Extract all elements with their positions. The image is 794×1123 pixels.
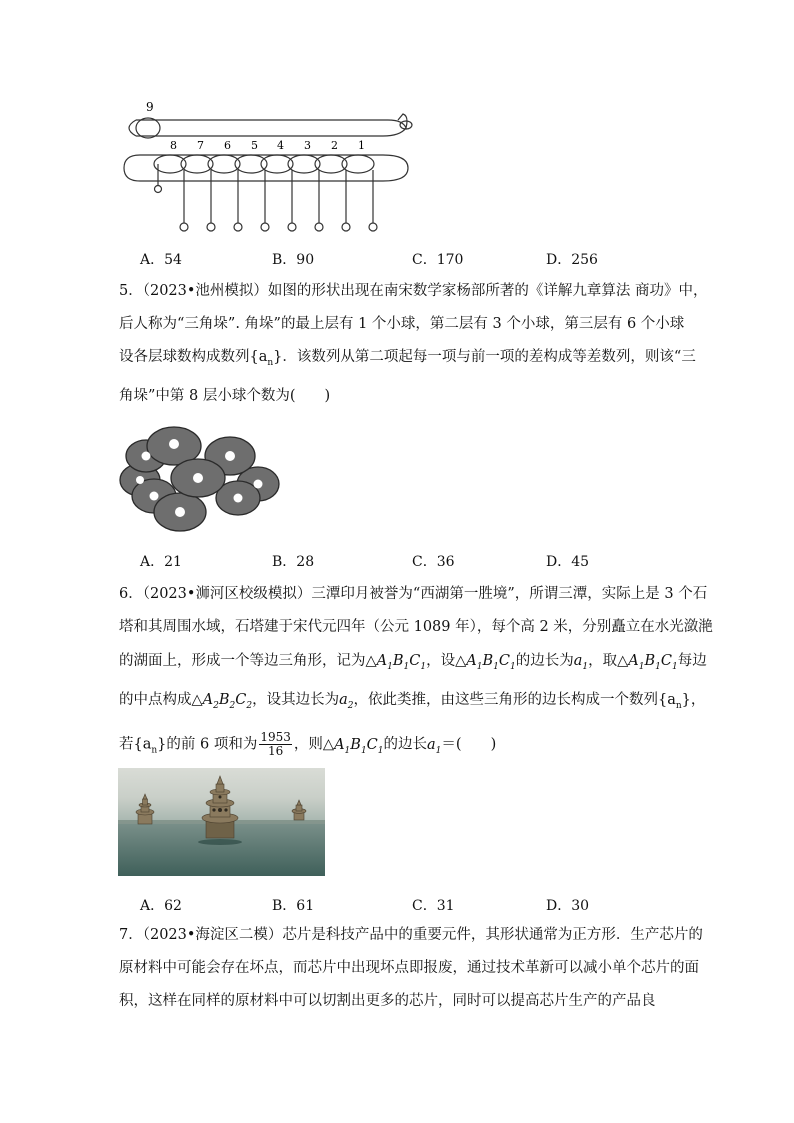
q5-line-1: 5．（2023•池州模拟）如图的形状出现在南宋数学家杨部所著的《详解九章算法 商功》中， — [119, 283, 708, 299]
nine-rings-figure — [118, 98, 418, 238]
q6-line-5c: ，则△ — [293, 736, 335, 753]
sub: 1 — [360, 745, 367, 756]
tri-b: B — [218, 692, 230, 708]
q4-option-c: C．170 — [412, 252, 464, 268]
sub: 1 — [509, 661, 516, 672]
q5-seq-end: } — [273, 349, 283, 365]
seq: {a — [658, 692, 676, 708]
rings — [154, 155, 377, 231]
q7-line-3: 积，这样在同样的原材料中可以切割出更多的芯片，同时可以提高芯片生产的产品良 — [119, 993, 656, 1009]
q5-line-3a: 设各层球数构成数列 — [119, 349, 250, 365]
q5-line-3 — [119, 347, 696, 373]
ring-label: 6 — [224, 139, 231, 152]
q6-line-4 — [119, 690, 705, 716]
q4-option-a: A．54 — [140, 252, 182, 268]
ring-labels — [170, 139, 365, 152]
a: a — [427, 736, 436, 753]
a: a — [339, 692, 348, 708]
q6-line-5b: 的前 6 项和为 — [166, 736, 258, 753]
tri-c: C — [409, 653, 421, 669]
frac-num: 1953 — [260, 730, 291, 744]
q5-line-3b: ．该数列从第二项起每一项与前一项的差构成等差数列，则该“三 — [282, 349, 696, 365]
q4-option-b: B．90 — [272, 252, 315, 268]
q6-option-b: B．61 — [272, 898, 315, 914]
sub: 1 — [493, 661, 499, 672]
q6-line-4a: 的中点构成△ — [119, 692, 203, 708]
tri-b: B — [644, 653, 656, 669]
ring-label: 8 — [170, 139, 177, 152]
q5-option-d: D．45 — [546, 554, 590, 570]
ring-label-9: 9 — [146, 100, 154, 114]
q5-seq-sub: n — [267, 357, 274, 368]
ring-label: 2 — [331, 139, 338, 152]
sub: 2 — [246, 700, 253, 711]
tri-c: C — [366, 736, 378, 753]
tri-b: B — [350, 736, 361, 753]
sub: 1 — [671, 661, 678, 672]
q6-line-5 — [119, 731, 496, 760]
ring-label: 5 — [251, 139, 258, 152]
tri-a: A — [202, 692, 214, 708]
q5-line-4: 角垛”中第 8 层小球个数为( ) — [119, 388, 331, 404]
frac-den: 16 — [267, 744, 284, 758]
q5-option-a: A．21 — [140, 554, 182, 570]
fraction — [259, 731, 292, 758]
sub: 2 — [229, 700, 236, 711]
sub: 2 — [213, 700, 219, 711]
q5-option-b: B．28 — [272, 554, 315, 570]
q6-line-1: 6．（2023•浉河区校级模拟）三潭印月被誉为“西湖第一胜境”，所谓三潭，实际上是 3 个石 — [119, 586, 708, 602]
seq-end: } — [157, 736, 167, 753]
sub: 1 — [344, 745, 351, 756]
q5-line-2: 后人称为“三角垛”. 角垛”的最上层有 1 个小球，第二层有 3 个小球，第三层有 6 个小球 — [119, 316, 685, 332]
sub: 1 — [435, 745, 442, 756]
tri-a: A — [466, 653, 477, 669]
q6-line-5e: ＝( ) — [441, 736, 497, 753]
q6-line-3a: 的湖面上，形成一个等边三角形，记为△ — [119, 653, 377, 669]
sub: 2 — [347, 700, 354, 711]
sub: n — [151, 745, 158, 756]
q7-line-2: 原材料中可能会存在坏点，而芯片中出现坏点即报废，通过技术革新可以减小单个芯片的面 — [119, 960, 699, 976]
sub: 1 — [655, 661, 661, 672]
tri-c: C — [235, 692, 247, 708]
q6-line-3e: 每边 — [677, 653, 707, 669]
q6-line-3 — [119, 651, 707, 677]
sub: 1 — [582, 661, 589, 672]
sub: 1 — [403, 661, 410, 672]
sub: 1 — [420, 661, 427, 672]
tri-b: B — [482, 653, 494, 669]
q5-option-c: C．36 — [412, 554, 455, 570]
ring-label: 4 — [277, 139, 284, 152]
sub: n — [675, 700, 682, 711]
ring-label: 3 — [304, 139, 311, 152]
q6-line-2: 塔和其周围水域，石塔建于宋代元四年（公元 1089 年），每个高 2 米，分别矗立在水光潋滟 — [119, 619, 713, 635]
tri-b: B — [392, 653, 404, 669]
ring-label: 1 — [358, 139, 365, 152]
sub: 1 — [638, 661, 645, 672]
q4-option-d: D．256 — [546, 252, 598, 268]
tri-a: A — [376, 653, 388, 669]
tri-c: C — [498, 653, 510, 669]
a: a — [573, 653, 583, 669]
seq: {a — [133, 736, 152, 753]
q5-seq: {a — [249, 349, 268, 365]
q6-option-a: A．62 — [140, 898, 182, 914]
tri-c: C — [660, 653, 672, 669]
q7-line-1: 7．（2023•海淀区二模）芯片是科技产品中的重要元件，其形状通常为正方形．生产芯片的 — [119, 927, 703, 943]
tri-a: A — [628, 653, 639, 669]
sub: 1 — [476, 661, 483, 672]
seq-end: } — [681, 692, 691, 708]
q6-line-5d: 的边长 — [383, 736, 428, 753]
q6-option-d: D．30 — [546, 898, 590, 914]
tri-a: A — [334, 736, 345, 753]
q6-line-4b: ，设其边长为 — [252, 692, 340, 708]
ring-label: 7 — [197, 139, 204, 152]
sub: 1 — [377, 745, 384, 756]
q6-line-4d: ， — [690, 692, 706, 708]
sub: 1 — [387, 661, 393, 672]
q6-option-c: C．31 — [412, 898, 455, 914]
q6-line-4c: ，依此类推，由这些三角形的边长构成一个数列 — [353, 692, 658, 708]
q6-line-3b: ，设△ — [426, 653, 467, 669]
q6-line-3c: 的边长为 — [515, 653, 574, 669]
triangle-pile-figure — [118, 420, 282, 542]
q6-line-3d: ，取△ — [588, 653, 629, 669]
q6-line-5a: 若 — [119, 736, 134, 753]
three-pools-photo — [118, 768, 325, 876]
